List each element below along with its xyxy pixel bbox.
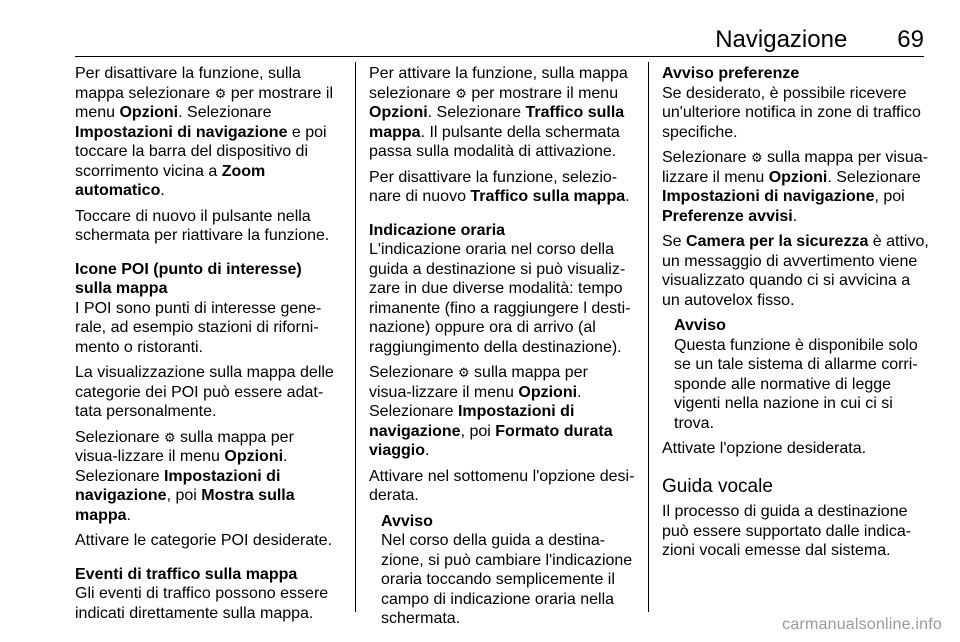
- paragraph: Attivare le categorie POI desiderate.: [75, 532, 333, 549]
- header-rule: [75, 56, 924, 57]
- paragraph: I POI sono punti di interesse gene-rale, ad esempio stazioni di riforni-mento o ristoranti.: [75, 299, 322, 356]
- paragraph: Gli eventi di traffico possono essere indicati direttamente sulla mappa.: [75, 585, 329, 622]
- paragraph: Se desiderato, è possibile ricevere un'ulteriore notifica in zone di traffico specifiche.: [662, 84, 921, 141]
- settings-icon: ⚙: [455, 85, 467, 101]
- section-title: Guida vocale: [662, 475, 773, 497]
- watermark: carmanualsonline.info: [782, 616, 942, 633]
- column-2: [369, 64, 635, 635]
- section-heading: Eventi di traffico sulla mappa: [75, 565, 298, 583]
- paragraph: Se Camera per la sicurezza è attivo, un messaggio di avvertimento viene visualizzato quando ci si avvicina a un autovelox fisso.: [662, 233, 929, 309]
- settings-icon: ⚙: [214, 85, 227, 101]
- settings-icon: ⚙: [750, 150, 763, 165]
- note-title: Avviso: [381, 512, 433, 530]
- paragraph: Per disattivare la funzione, sulla mappa selezionare ⚙ per mostrare il menu Opzioni. Selezionare Impostazioni di navigazione e poi toccare la barra del dispositivo di scorrimento vicina a Zoom automatico.: [75, 65, 333, 199]
- column-3: [662, 64, 932, 567]
- section-heading: Icone POI (punto di interesse) sulla mappa: [75, 260, 302, 297]
- page-title: Navigazione: [715, 26, 848, 53]
- page-number: 69: [897, 26, 924, 53]
- note-box: [369, 512, 635, 629]
- note-text: Nel corso della guida a destina-zione, si può cambiare l'indicazione oraria toccando semplicemente il campo di indicazione oraria nella schermata.: [381, 532, 633, 627]
- column-1: [75, 64, 341, 629]
- settings-icon: ⚙: [457, 365, 470, 380]
- paragraph: Selezionare ⚙ sulla mappa per visua-lizzare il menu Opzioni. Selezionare Impostazioni di navigazione, poi Preferenze avvisi.: [662, 149, 929, 225]
- paragraph: Il processo di guida a destinazione può essere supportato dalle indica-zioni vocali emesse dal sistema.: [662, 503, 912, 559]
- paragraph: Selezionare ⚙ sulla mappa per visua-lizzare il menu Opzioni. Selezionare Impostazioni di navigazione, poi Mostra sulla mappa.: [75, 428, 295, 524]
- paragraph: Per attivare la funzione, sulla mappa selezionare ⚙ per mostrare il menu Opzioni. Selezionare Traffico sulla mappa. Il pulsante della schermata passa sulla modalità di attivazione.: [369, 65, 628, 160]
- column-divider: [648, 62, 649, 612]
- page-header: [715, 26, 924, 54]
- column-divider: [355, 62, 356, 612]
- paragraph: Selezionare ⚙ sulla mappa per visua-lizzare il menu Opzioni. Selezionare Impostazioni di navigazione, poi Formato durata viaggio.: [369, 364, 613, 459]
- section-heading: Indicazione oraria: [369, 221, 506, 239]
- paragraph: L'indicazione oraria nel corso della guida a destinazione si può visualiz-zare in due diverse modalità: tempo rimanente (fino a raggiungere l desti-nazione) oppure ora di arrivo (al raggiungimento della destinazione).: [369, 241, 631, 356]
- settings-icon: ⚙: [163, 429, 176, 445]
- paragraph: Per disattivare la funzione, selezio-nare di nuovo Traffico sulla mappa.: [369, 168, 630, 205]
- section-heading: Avviso preferenze: [662, 65, 800, 82]
- paragraph: La visualizzazione sulla mappa delle categorie dei POI può essere adat-tata personalmente.: [75, 364, 334, 420]
- note-box: [662, 316, 932, 433]
- paragraph: Attivate l'opzione desiderata.: [662, 440, 867, 457]
- note-title: Avviso: [674, 317, 726, 334]
- note-text: Questa funzione è disponibile solo se un tale sistema di allarme corri-sponde alle normative di legge vigenti nella nazione in cui ci si trova.: [674, 336, 918, 432]
- paragraph: Toccare di nuovo il pulsante nella schermata per riattivare la funzione.: [75, 207, 330, 244]
- paragraph: Attivare nel sottomenu l'opzione desi-derata.: [369, 467, 635, 504]
